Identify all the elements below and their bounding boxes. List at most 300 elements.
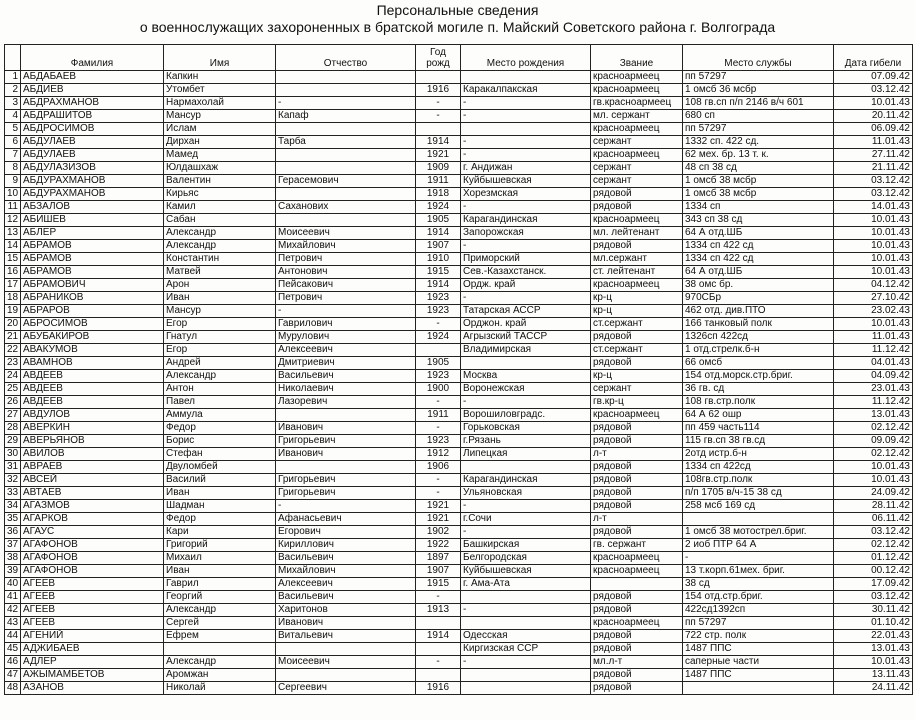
row-number: 38 [5,552,21,565]
rank-cell [591,578,683,591]
birthplace-cell: Одесская [461,630,591,643]
birth-year-cell [416,669,461,682]
surname-cell: АВЕРКИН [21,422,164,435]
row-number: 11 [5,201,21,214]
first-name-cell: Александр [164,240,276,253]
rank-cell: красноармеец [591,214,683,227]
birthplace-cell: Горьковская [461,422,591,435]
table-row [5,617,913,630]
row-number: 32 [5,474,21,487]
unit-cell: 13 т.корп.61мех. бриг. [683,565,834,578]
first-name-cell: Павел [164,396,276,409]
patronymic-cell: Сахановиx [276,201,416,214]
death-date-cell: 24.09.42 [834,487,913,500]
first-name-cell: Андрей [164,357,276,370]
birth-year-cell: 1910 [416,253,461,266]
surname-cell: АЖЫМАМБЕТОВ [21,669,164,682]
col-header-name: Имя [164,45,276,71]
unit-cell: 66 омсб [683,357,834,370]
row-number: 13 [5,227,21,240]
table-row [5,279,913,292]
row-number: 31 [5,461,21,474]
row-number: 34 [5,500,21,513]
surname-cell: АБРАМОВИЧ [21,279,164,292]
patronymic-cell: Витальевич [276,630,416,643]
table-row [5,643,913,656]
birth-year-cell: 1921 [416,149,461,162]
death-date-cell: 04.09.42 [834,370,913,383]
death-date-cell: 24.11.42 [834,682,913,695]
row-number: 14 [5,240,21,253]
death-date-cell: 04.12.42 [834,279,913,292]
rank-cell: красноармеец [591,71,683,84]
patronymic-cell: Афанасьевич [276,513,416,526]
birthplace-cell: Москва [461,370,591,383]
rank-cell: мл.л-т [591,656,683,669]
surname-cell: АБРАМОВ [21,253,164,266]
row-number: 5 [5,123,21,136]
table-row [5,630,913,643]
first-name-cell: Мансур [164,110,276,123]
birth-year-cell: 1907 [416,565,461,578]
surname-cell: АБЛЕР [21,227,164,240]
rank-cell: сержант [591,175,683,188]
surname-cell: АДЛЕР [21,656,164,669]
first-name-cell: Ислам [164,123,276,136]
first-name-cell: Константин [164,253,276,266]
birthplace-cell [461,617,591,630]
patronymic-cell: Григорьевич [276,487,416,500]
death-date-cell: 06.09.42 [834,123,913,136]
birth-year-cell: 1916 [416,682,461,695]
birth-year-cell: 1907 [416,240,461,253]
birthplace-cell: - [461,526,591,539]
birth-year-cell: 1906 [416,461,461,474]
patronymic-cell: Григорьевич [276,474,416,487]
unit-cell: 1 омсб 36 мсбр [683,84,834,97]
patronymic-cell [276,84,416,97]
unit-cell: 1334 сп 422 сд [683,253,834,266]
rank-cell: кр-ц [591,370,683,383]
first-name-cell: Федор [164,422,276,435]
surname-cell: АБДАБАЕВ [21,71,164,84]
table-row [5,292,913,305]
birth-year-cell: 1921 [416,513,461,526]
patronymic-cell: Мурулович [276,331,416,344]
first-name-cell: Стефан [164,448,276,461]
rank-cell: мл. сержант [591,110,683,123]
table-row [5,396,913,409]
surname-cell: АБДУЛАЕВ [21,149,164,162]
row-number: 46 [5,656,21,669]
first-name-cell: Гаврил [164,578,276,591]
birth-year-cell: 1922 [416,539,461,552]
unit-cell: 166 танковый полк [683,318,834,331]
rank-cell: сержант [591,383,683,396]
row-number: 22 [5,344,21,357]
birthplace-cell: Каракалпакская [461,84,591,97]
first-name-cell: Гнатул [164,331,276,344]
birthplace-cell [461,357,591,370]
patronymic-cell: Харитонов [276,604,416,617]
rank-cell: рядовой [591,591,683,604]
rank-cell: рядовой [591,240,683,253]
col-header-unit: Место службы [683,45,834,71]
death-date-cell: 10.01.43 [834,461,913,474]
first-name-cell: Кирьяс [164,188,276,201]
first-name-cell: Александр [164,656,276,669]
unit-cell: 462 отд. див.ПТО [683,305,834,318]
surname-cell: АБДРАШИТОВ [21,110,164,123]
death-date-cell: 00.12.42 [834,565,913,578]
table-row [5,409,913,422]
first-name-cell: Матвей [164,266,276,279]
birth-year-cell: - [416,656,461,669]
row-number: 30 [5,448,21,461]
death-date-cell: 10.01.43 [834,240,913,253]
table-row [5,149,913,162]
death-date-cell: 11.01.43 [834,331,913,344]
row-number: 17 [5,279,21,292]
birth-year-cell [416,617,461,630]
first-name-cell: Арон [164,279,276,292]
unit-cell: 38 сд [683,578,834,591]
surname-cell: АГАУС [21,526,164,539]
birthplace-cell [461,669,591,682]
rank-cell: рядовой [591,682,683,695]
first-name-cell: Александр [164,370,276,383]
first-name-cell: Утомбет [164,84,276,97]
patronymic-cell: Михайлович [276,565,416,578]
table-row [5,123,913,136]
patronymic-cell: Михайлович [276,240,416,253]
birthplace-cell: - [461,292,591,305]
unit-cell: пп 57297 [683,123,834,136]
surname-cell: АВДУЛОВ [21,409,164,422]
unit-cell: 1334 сп 422сд [683,461,834,474]
birth-year-cell: 1909 [416,162,461,175]
row-number: 21 [5,331,21,344]
unit-cell: 48 сп 38 сд [683,162,834,175]
unit-cell: 1 отд.стрелк.б-н [683,344,834,357]
row-number: 36 [5,526,21,539]
rank-cell: сержант [591,162,683,175]
birth-year-cell: 1913 [416,604,461,617]
death-date-cell: 03.12.42 [834,188,913,201]
unit-cell: 1 омсб 38 мотострел.бриг. [683,526,834,539]
first-name-cell: Дирхан [164,136,276,149]
row-number: 7 [5,149,21,162]
surname-cell: АБРАМОВ [21,266,164,279]
birthplace-cell: Сев.-Казахстанск. [461,266,591,279]
table-row [5,84,913,97]
unit-cell: 1487 ППС [683,643,834,656]
unit-cell: 36 гв. сд [683,383,834,396]
death-date-cell: 02.12.42 [834,448,913,461]
table-row [5,188,913,201]
first-name-cell: Егор [164,344,276,357]
rank-cell: сержант [591,136,683,149]
table-row [5,656,913,669]
rank-cell: красноармеец [591,552,683,565]
surname-cell: АГЕЕВ [21,578,164,591]
first-name-cell: Борис [164,435,276,448]
first-name-cell: Александр [164,604,276,617]
unit-cell: 722 стр. полк [683,630,834,643]
unit-cell: 115 гв.сп 38 гв.сд [683,435,834,448]
unit-cell: 1334 сп 422 сд [683,240,834,253]
unit-cell: саперные части [683,656,834,669]
row-number: 48 [5,682,21,695]
first-name-cell: Юлдашхаж [164,162,276,175]
birth-year-cell: 1924 [416,331,461,344]
table-row [5,331,913,344]
surname-cell: АВДЕЕВ [21,383,164,396]
birthplace-cell [461,682,591,695]
birthplace-cell: Агрызский ТАССР [461,331,591,344]
birth-year-cell: 1902 [416,526,461,539]
document-header [0,2,915,36]
row-number: 41 [5,591,21,604]
birth-year-cell: 1914 [416,136,461,149]
patronymic-cell: Пейсакович [276,279,416,292]
unit-cell: 680 сп [683,110,834,123]
death-date-cell: 23.02.43 [834,305,913,318]
birthplace-cell: Приморский [461,253,591,266]
table-row [5,227,913,240]
birth-year-cell: 1911 [416,175,461,188]
first-name-cell: Иван [164,292,276,305]
surname-cell: АГЕЕВ [21,604,164,617]
death-date-cell: 23.01.43 [834,383,913,396]
patronymic-cell: Алексеевич [276,344,416,357]
death-date-cell: 10.01.43 [834,266,913,279]
patronymic-cell [276,409,416,422]
first-name-cell: Григорий [164,539,276,552]
birthplace-cell: Ордж. край [461,279,591,292]
birthplace-cell: - [461,110,591,123]
birth-year-cell: 1897 [416,552,461,565]
rank-cell: красноармеец [591,149,683,162]
birth-year-cell: 1914 [416,227,461,240]
surname-cell: АВСЕЙ [21,474,164,487]
death-date-cell: 04.01.43 [834,357,913,370]
unit-cell: 154 отд.морск.стр.бриг. [683,370,834,383]
unit-cell [683,513,834,526]
surname-cell: АЗАНОВ [21,682,164,695]
birth-year-cell: 1916 [416,84,461,97]
surname-cell: АБДУРАХМАНОВ [21,175,164,188]
patronymic-cell: Гаврилович [276,318,416,331]
birth-year-cell [416,643,461,656]
rank-cell: рядовой [591,201,683,214]
birthplace-cell: Карагандинская [461,214,591,227]
table-row [5,110,913,123]
death-date-cell: 10.01.43 [834,214,913,227]
col-header-surname: Фамилия [21,45,164,71]
table-row [5,370,913,383]
rank-cell: красноармеец [591,279,683,292]
birthplace-cell: Воронежская [461,383,591,396]
death-date-cell: 10.01.43 [834,474,913,487]
birth-year-cell: 1905 [416,357,461,370]
row-number: 6 [5,136,21,149]
table-row [5,305,913,318]
surname-cell: АГАРКОВ [21,513,164,526]
first-name-cell: Двуломбей [164,461,276,474]
rank-cell: рядовой [591,422,683,435]
patronymic-cell: Петрович [276,253,416,266]
birth-year-cell: 1915 [416,266,461,279]
surname-cell: АБДРАХМАНОВ [21,97,164,110]
unit-cell: п/п 1705 в/ч-15 38 сд [683,487,834,500]
table-row [5,669,913,682]
death-date-cell: 13.11.43 [834,669,913,682]
death-date-cell: 03.12.42 [834,591,913,604]
row-number: 9 [5,175,21,188]
death-date-cell: 27.10.42 [834,292,913,305]
col-header-death-date: Дата гибели [834,45,913,71]
birthplace-cell: - [461,201,591,214]
rank-cell: рядовой [591,331,683,344]
death-date-cell: 11.12.42 [834,396,913,409]
table-row [5,448,913,461]
death-date-cell: 13.01.43 [834,643,913,656]
birth-year-cell: - [416,318,461,331]
table-row [5,175,913,188]
first-name-cell: Александр [164,227,276,240]
first-name-cell: Михаил [164,552,276,565]
row-number: 1 [5,71,21,84]
birthplace-cell: Хорезмская [461,188,591,201]
unit-cell: 1334 сп [683,201,834,214]
death-date-cell: 10.01.43 [834,97,913,110]
table-row [5,344,913,357]
table-row [5,318,913,331]
patronymic-cell: Васильевич [276,370,416,383]
surname-cell: АБРАМОВ [21,240,164,253]
birthplace-cell: г.Рязань [461,435,591,448]
birth-year-cell: 1900 [416,383,461,396]
col-header-rank: Звание [591,45,683,71]
rank-cell: рядовой [591,604,683,617]
table-row [5,253,913,266]
patronymic-cell: Моисеевич [276,656,416,669]
row-number: 35 [5,513,21,526]
surname-cell: АБРОСИМОВ [21,318,164,331]
patronymic-cell: Васильевич [276,552,416,565]
surname-cell: АВТАЕВ [21,487,164,500]
birth-year-cell: - [416,110,461,123]
patronymic-cell [276,71,416,84]
unit-cell: 970СБр [683,292,834,305]
birth-year-cell: 1923 [416,305,461,318]
death-date-cell: 10.01.43 [834,656,913,669]
table-row [5,552,913,565]
birthplace-cell: Башкирская [461,539,591,552]
patronymic-cell: Сергеевич [276,682,416,695]
table-row [5,162,913,175]
death-date-cell: 09.09.42 [834,435,913,448]
surname-cell: АГАФОНОВ [21,539,164,552]
row-number: 20 [5,318,21,331]
table-row [5,526,913,539]
unit-cell: 64 А отд.ШБ [683,227,834,240]
surname-cell: АВДЕЕВ [21,370,164,383]
patronymic-cell: Иванович [276,448,416,461]
birthplace-cell: г. Андижан [461,162,591,175]
patronymic-cell: Иванович [276,422,416,435]
birthplace-cell: г. Ама-Ата [461,578,591,591]
death-date-cell: 01.10.42 [834,617,913,630]
birthplace-cell: Куйбышевская [461,175,591,188]
birthplace-cell: Белгородская [461,552,591,565]
birth-year-cell: - [416,97,461,110]
surname-cell: АБДУЛАЗИЗОВ [21,162,164,175]
birth-year-cell: 1924 [416,201,461,214]
patronymic-cell [276,162,416,175]
row-number: 33 [5,487,21,500]
row-number: 47 [5,669,21,682]
birthplace-cell [461,71,591,84]
death-date-cell: 22.01.43 [834,630,913,643]
first-name-cell: Мамед [164,149,276,162]
row-number: 25 [5,383,21,396]
patronymic-cell: - [276,97,416,110]
first-name-cell: Камил [164,201,276,214]
patronymic-cell [276,123,416,136]
death-date-cell: 10.01.43 [834,253,913,266]
rank-cell: красноармеец [591,409,683,422]
unit-cell: 1 омсб 38 мсбр [683,188,834,201]
table-row [5,136,913,149]
first-name-cell [164,643,276,656]
table-row [5,591,913,604]
first-name-cell: Аммула [164,409,276,422]
surname-cell: АВАКУМОВ [21,344,164,357]
unit-cell: 108гв.стр.полк [683,474,834,487]
rank-cell: ст. лейтенант [591,266,683,279]
patronymic-cell: Герасемович [276,175,416,188]
death-date-cell: 03.12.42 [834,526,913,539]
row-number: 18 [5,292,21,305]
birth-year-cell: 1921 [416,500,461,513]
patronymic-cell: Кириллович [276,539,416,552]
birth-year-cell [416,71,461,84]
birth-year-cell: 1905 [416,214,461,227]
death-date-cell: 13.01.43 [834,409,913,422]
death-date-cell: 10.01.43 [834,318,913,331]
table-row [5,383,913,396]
rank-cell: рядовой [591,630,683,643]
birthplace-cell: Татарская АССР [461,305,591,318]
table-row [5,682,913,695]
surname-cell: АВРАЕВ [21,461,164,474]
document-title: Персональные сведения [376,2,539,18]
burial-records-table [4,44,913,695]
birth-year-cell: - [416,487,461,500]
birth-year-cell: 1912 [416,448,461,461]
birthplace-cell [461,123,591,136]
birth-year-cell: 1914 [416,630,461,643]
first-name-cell: Шадман [164,500,276,513]
unit-cell: 2отд истр.б-н [683,448,834,461]
row-number: 23 [5,357,21,370]
rank-cell: л-т [591,448,683,461]
surname-cell: АГЕЕВ [21,617,164,630]
unit-cell: 64 А 62 ошр [683,409,834,422]
unit-cell: 343 сп 38 сд [683,214,834,227]
